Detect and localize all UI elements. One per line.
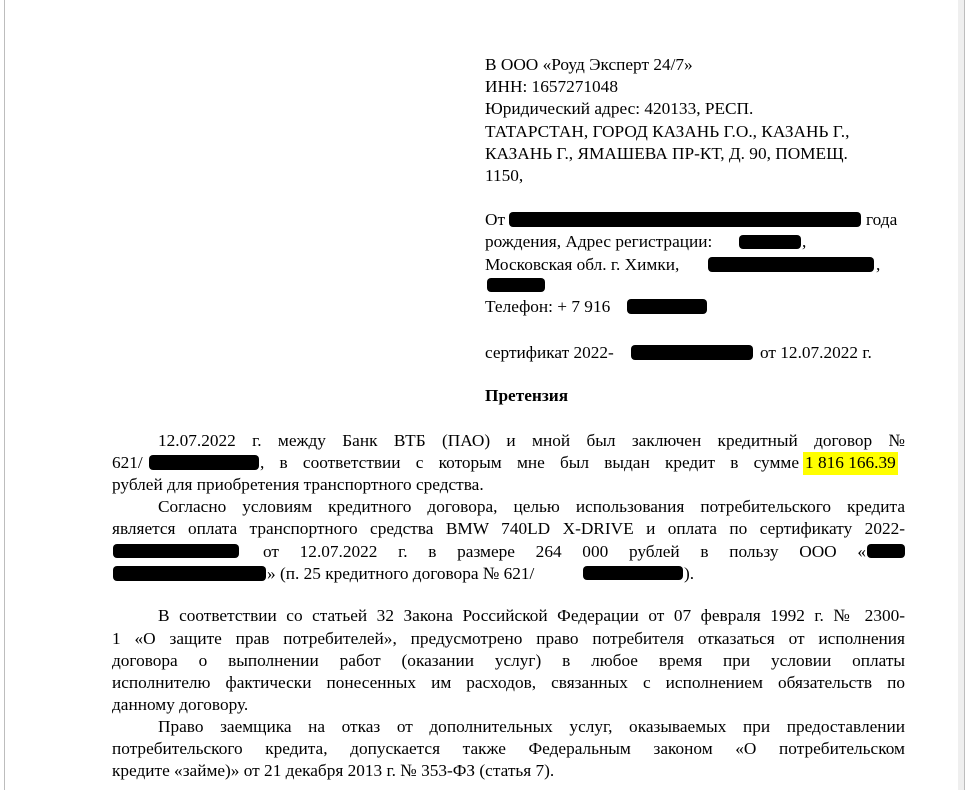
p2-line-2: является оплата транспортного средства BMW 740LD X-DRIVE и оплата по сертификату 2022- (112, 519, 905, 538)
addressee-legal-3: КАЗАНЬ Г., ЯМАШЕВА ПР-КТ, Д. 90, ПОМЕЩ. (485, 144, 848, 163)
redaction-company-2 (113, 566, 266, 581)
sender-city-line: Московская обл. г. Химки, (485, 255, 680, 274)
loan-amount-highlight: 1 816 166.39 (803, 452, 898, 475)
sender-birth-line: рождения, Адрес регистрации: (485, 232, 713, 251)
redaction-apartment (487, 278, 545, 292)
sender-phone: Телефон: + 7 916 (485, 297, 611, 316)
sender-from-suffix: года (866, 210, 898, 229)
p1-line-2-mid: , в соответствии с которым мне был выдан кредит в сумме (260, 453, 799, 472)
addressee-legal-4: 1150, (485, 166, 524, 185)
p3-line-4: исполнителю фактически понесенных им расходов, связанных с исполнением обязательств по (112, 673, 905, 692)
redaction-certificate-number (631, 345, 753, 360)
redaction-sender-name (509, 212, 861, 227)
redaction-phone (627, 299, 707, 314)
p4-line-2: потребительского кредита, допускается также Федеральным законом «О потребительском (112, 739, 905, 758)
p2-line-3: от 12.07.2022 г. в размере 264 000 рублей в пользу ООО « (263, 542, 866, 561)
p3-line-2: 1 «О защите прав потребителей», предусмотрено право потребителя отказаться от исполнения (112, 629, 905, 648)
redaction-loan-number (149, 455, 259, 470)
certificate-suffix: от 12.07.2022 г. (760, 343, 872, 362)
redaction-postcode (739, 235, 801, 249)
p1-line-2-start: 621/ (112, 453, 143, 472)
document-title: Претензия (485, 386, 569, 405)
addressee-company: В ООО «Роуд Эксперт 24/7» (485, 55, 693, 74)
addressee-legal-2: ТАТАРСТАН, ГОРОД КАЗАНЬ Г.О., КАЗАНЬ Г., (485, 122, 850, 141)
certificate-prefix: сертификат 2022- (485, 343, 614, 362)
addressee-inn: ИНН: 1657271048 (485, 77, 618, 96)
sender-birth-tail: , (802, 232, 807, 251)
p4-line-1: Право заемщика на отказ от дополнительных услуг, оказываемых при предоставлении (158, 717, 905, 736)
p1-line-3: рублей для приобретения транспортного средства. (112, 475, 484, 494)
p4-line-3: кредите «займе)» от 21 декабря 2013 г. № 353-ФЗ (статья 7). (112, 761, 555, 780)
p3-line-3: договора о выполнении работ (оказании услуг) в любое время при условии оплаты (112, 651, 905, 670)
redaction-street (708, 257, 874, 272)
redaction-certificate-number-2 (113, 544, 239, 558)
p3-line-1: В соответствии со статьей 32 Закона Российской Федерации от 07 февраля 1992 г. № 2300- (158, 606, 905, 625)
redaction-loan-number-2 (583, 566, 683, 580)
sender-from-prefix: От (485, 210, 506, 229)
sender-city-tail: , (876, 255, 881, 274)
p2-line-4-start: » (п. 25 кредитного договора № 621/ (267, 564, 535, 583)
redaction-company-1 (867, 544, 905, 558)
addressee-legal-1: Юридический адрес: 420133, РЕСП. (485, 99, 754, 118)
p2-line-4-end: ). (684, 564, 695, 583)
p2-line-1: Согласно условиям кредитного договора, целью использования потребительского кредита (158, 497, 905, 516)
p1-line-1: 12.07.2022 г. между Банк ВТБ (ПАО) и мной был заключен кредитный договор № (158, 431, 905, 450)
p3-line-5: данному договору. (112, 695, 249, 714)
document-page (4, 0, 965, 790)
page-edge (958, 0, 964, 790)
